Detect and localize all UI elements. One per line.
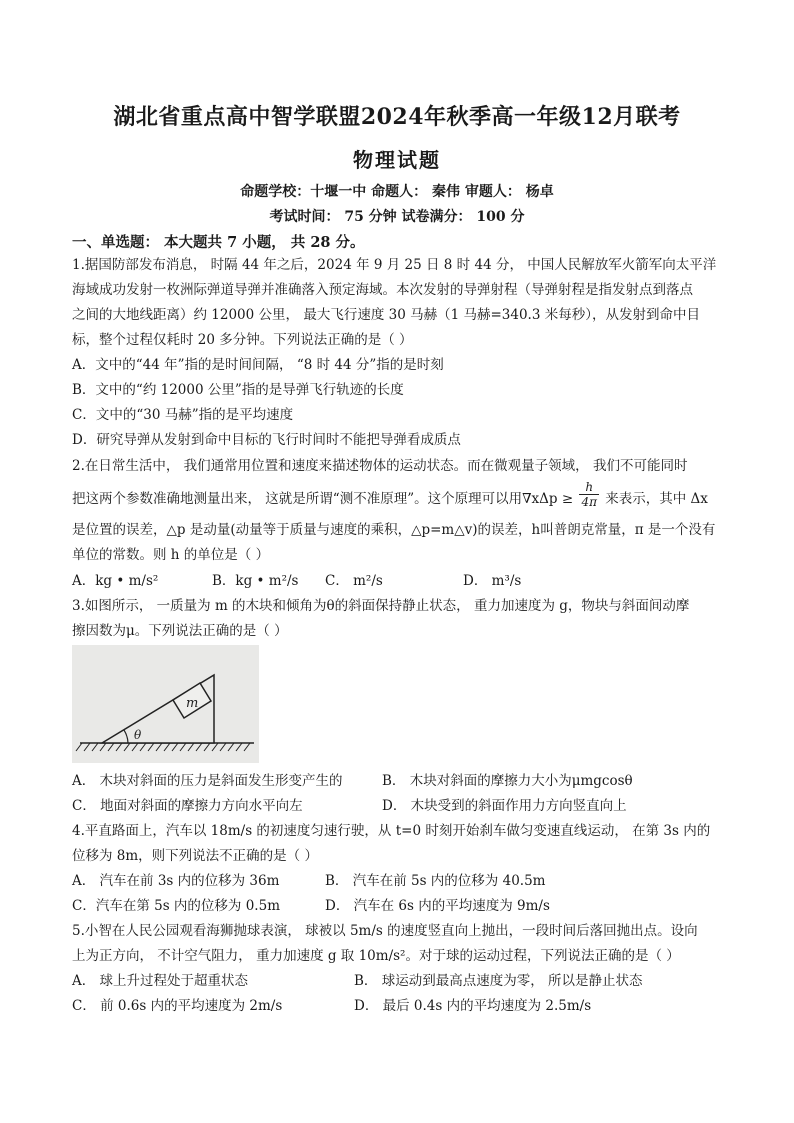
q5-line: 5.小智在人民公园观看海狮抛球表演， 球被以 5m/s 的速度竖直向上抛出，一段时间后落回抛出点。设向 xyxy=(72,923,698,939)
q4-option-b: B． 汽车在前 5s 内的位移为 40.5m xyxy=(325,873,546,889)
q2-option-a: A．kg • m/s² xyxy=(72,573,159,589)
exam-subject: 物理试题 xyxy=(353,148,441,172)
q5-option-d: D． 最后 0.4s 内的平均速度为 2.5m/s xyxy=(354,998,592,1014)
q1-line: 标，整个过程仅耗时 20 多分钟。下列说法正确的是（ ） xyxy=(72,332,413,348)
q2-text-after-formula: 来表示，其中 Δx xyxy=(605,491,708,507)
angle-label: θ xyxy=(134,728,142,742)
q5-option-c: C． 前 0.6s 内的平均速度为 2m/s xyxy=(72,998,283,1014)
q2-line: 2.在日常生活中， 我们通常用位置和速度来描述物体的运动状态。而在微观量子领域， 我们不可能同时 xyxy=(72,458,688,474)
exam-title: 湖北省重点高中智学联盟2024年秋季高一年级12月联考 xyxy=(113,104,681,130)
exam-time-score: 考试时间： 75 分钟 试卷满分： 100 分 xyxy=(269,209,525,225)
section-heading: 一、单选题： 本大题共 7 小题， 共 28 分。 xyxy=(72,234,365,251)
q4-option-a: A． 汽车在前 3s 内的位移为 36m xyxy=(72,873,280,889)
q2-option-b: B．kg • m²/s xyxy=(212,573,299,589)
fraction-numerator: h xyxy=(579,480,599,495)
exam-authors: 命题学校：十堰一中 命题人： 秦伟 审题人： 杨卓 xyxy=(240,184,554,200)
q2-text-before-formula: 把这两个参数准确地测量出来， 这就是所谓“测不准原理”。这个原理可以用∇xΔp ≥ xyxy=(72,491,574,507)
q3-option-d: D． 木块受到的斜面作用力方向竖直向上 xyxy=(382,798,627,814)
q2-option-c: C． m²/s xyxy=(325,573,383,589)
q1-line: 1.据国防部发布消息， 时隔 44 年之后，2024 年 9 月 25 日 8 时 44 分， 中国人民解放军火箭军向太平洋 xyxy=(72,257,717,273)
block-label: m xyxy=(186,696,199,711)
q2-line-formula xyxy=(72,480,708,509)
q2-line: 是位置的误差，△p 是动量(动量等于质量与速度的乘积，△p=m△v)的误差，h叫普朗克常量，π 是一个没有 xyxy=(72,522,716,538)
q5-option-a: A． 球上升过程处于超重状态 xyxy=(72,973,249,989)
incline-figure xyxy=(72,645,259,763)
q4-line: 位移为 8m，则下列说法不正确的是（ ） xyxy=(72,848,318,864)
q1-option-b: B．文中的“约 12000 公里”指的是导弹飞行轨迹的长度 xyxy=(72,382,404,398)
uncertainty-fraction xyxy=(579,480,599,509)
q1-option-d: D．研究导弹从发射到命中目标的飞行时间时不能把导弹看成质点 xyxy=(72,432,461,448)
fraction-denominator: 4π xyxy=(581,495,597,509)
q2-line: 单位的常数。则 h 的单位是（ ） xyxy=(72,547,270,563)
q5-option-b: B． 球运动到最高点速度为零， 所以是静止状态 xyxy=(354,973,643,989)
q4-line: 4.平直路面上，汽车以 18m/s 的初速度匀速行驶，从 t=0 时刻开始刹车做匀变速直线运动， 在第 3s 内的 xyxy=(72,823,711,839)
q3-option-a: A． 木块对斜面的压力是斜面发生形变产生的 xyxy=(72,773,343,789)
q2-option-d: D． m³/s xyxy=(463,573,522,589)
q3-line: 3.如图所示， 一质量为 m 的木块和倾角为θ的斜面保持静止状态， 重力加速度为 g，物块与斜面间动摩 xyxy=(72,598,690,614)
q1-option-c: C．文中的“30 马赫”指的是平均速度 xyxy=(72,407,294,423)
q1-line: 之间的大地线距离）约 12000 公里， 最大飞行速度 30 马赫（1 马赫=340.3 米每秒），从发射到命中目 xyxy=(72,307,700,323)
q4-option-d: D． 汽车在 6s 内的平均速度为 9m/s xyxy=(325,898,550,914)
q1-option-a: A．文中的“44 年”指的是时间间隔， “8 时 44 分”指的是时刻 xyxy=(72,357,444,373)
q3-option-c: C． 地面对斜面的摩擦力方向水平向左 xyxy=(72,798,303,814)
q1-line: 海域成功发射一枚洲际弹道导弹并准确落入预定海域。本次发射的导弹射程（导弹射程是指发射点到落点 xyxy=(72,282,693,298)
q5-line: 上为正方向， 不计空气阻力， 重力加速度 g 取 10m/s²。对于球的运动过程，下列说法正确的是（ ） xyxy=(72,948,680,964)
q3-line: 擦因数为μ。下列说法正确的是（ ） xyxy=(72,623,288,639)
q3-option-b: B． 木块对斜面的摩擦力大小为μmgcosθ xyxy=(382,773,633,789)
q4-option-c: C．汽车在第 5s 内的位移为 0.5m xyxy=(72,898,280,914)
